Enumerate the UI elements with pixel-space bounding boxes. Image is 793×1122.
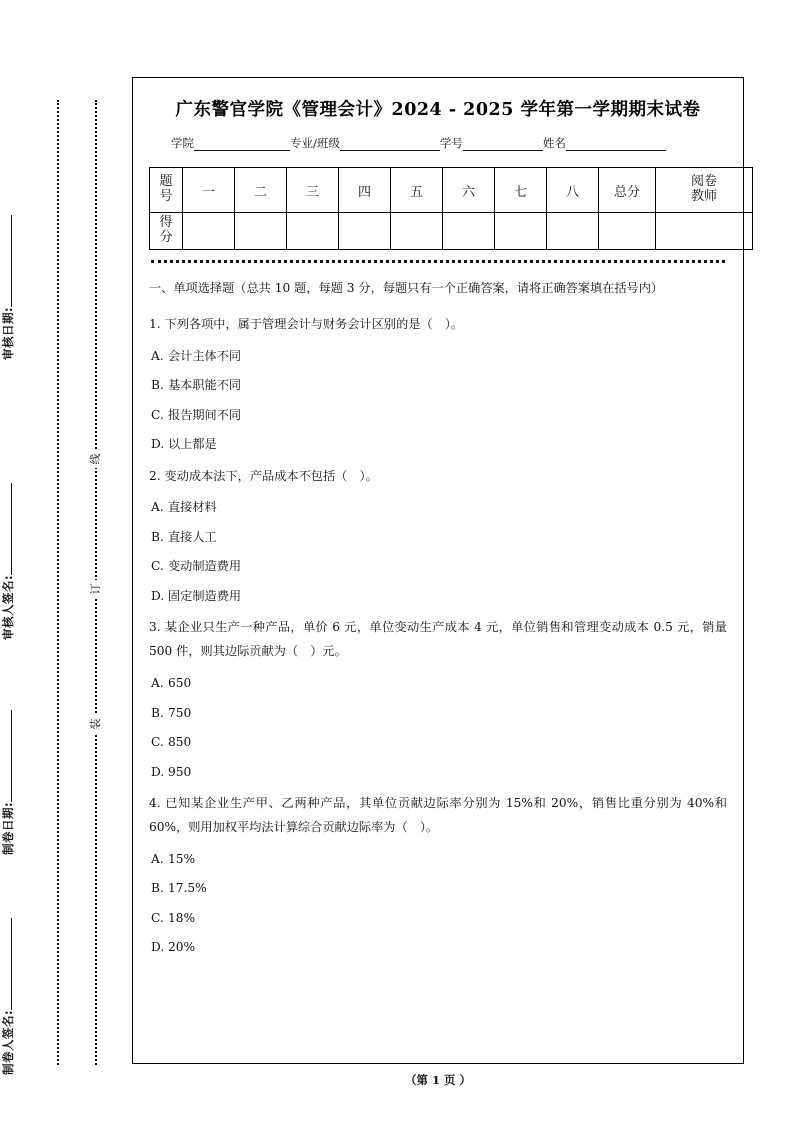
question-4-option-d[interactable] [149, 938, 727, 958]
score-cell-1[interactable] [183, 213, 235, 250]
question-4-option-d-key: D. [151, 940, 165, 955]
question-3-stem: 3. 某企业只生产一种产品，单价 6 元，单位变动生产成本 4 元，单位销售和管理变动成本 0.5 元，销量 500 件，则其边际贡献为（ ）元。 [149, 620, 727, 659]
question-1-option-c-text: 报告期间不同 [168, 407, 242, 422]
question-1-option-b-text: 基本职能不同 [168, 378, 242, 393]
question-1-option-b-key: B. [151, 378, 164, 393]
question-col-2: 二 [235, 168, 287, 213]
question-2-option-a-key: A. [151, 500, 164, 515]
student-name-field[interactable] [543, 135, 666, 151]
score-table-header-row [150, 168, 753, 213]
question-col-1: 一 [183, 168, 235, 213]
question-2-option-c-text: 变动制造费用 [168, 559, 242, 574]
paper-made-date-label [0, 645, 16, 855]
question-1-option-a-text: 会计主体不同 [168, 348, 242, 363]
paper-made-date-blank [0, 710, 12, 802]
reviewer-signature-label [0, 430, 16, 640]
row-label-question-no: 题 号 [150, 168, 183, 213]
score-cell-2[interactable] [235, 213, 287, 250]
question-3-option-c-text: 850 [168, 735, 192, 750]
paper-maker-signature-blank [0, 918, 12, 1010]
question-3-option-c[interactable] [149, 733, 727, 753]
question-2-option-d-text: 固定制造费用 [168, 588, 242, 603]
question-2-option-d[interactable] [149, 587, 727, 607]
question-2-option-a-text: 直接材料 [168, 500, 217, 515]
question-2-stem: 2. 变动成本法下，产品成本不包括（ ）。 [149, 468, 378, 483]
reviewer-signature-text: 审核人签名: [1, 574, 15, 640]
question-1-option-b[interactable] [149, 376, 727, 396]
student-name-label: 姓名 [542, 136, 566, 150]
page-title: 广东警官学院《管理会计》2024 - 2025 学年第一学期期末试卷 [175, 100, 701, 120]
reviewer-signature-blank [0, 483, 12, 575]
question-3 [149, 616, 727, 782]
student-id-label: 学号 [439, 136, 463, 150]
score-table [149, 167, 753, 250]
binding-mark-line: 线 [84, 450, 106, 468]
grader-header-line1: 阅卷 [690, 174, 717, 190]
question-4-option-d-text: 20% [168, 940, 196, 955]
question-1-option-a[interactable] [149, 347, 727, 367]
question-col-7: 七 [495, 168, 547, 213]
college-field[interactable] [171, 135, 290, 151]
question-3-option-d-text: 950 [168, 764, 192, 779]
grader-header [656, 168, 753, 213]
paper-maker-signature-label [0, 865, 16, 1075]
exam-paper-frame [132, 77, 744, 1064]
question-4-option-a-key: A. [151, 851, 164, 866]
question-3-option-a[interactable] [149, 674, 727, 694]
question-col-6: 六 [443, 168, 495, 213]
question-4-option-b-text: 17.5% [168, 881, 207, 896]
section-heading: 一、单项选择题（总共 10 题，每题 3 分，每题只有一个正确答案，请将正确答案填在括号内） [149, 281, 664, 295]
total-score-cell[interactable] [599, 213, 656, 250]
row-label-score: 得 分 [150, 213, 183, 250]
score-cell-5[interactable] [391, 213, 443, 250]
question-4-option-c[interactable] [149, 909, 727, 929]
score-cell-4[interactable] [339, 213, 391, 250]
grader-cell[interactable] [656, 213, 753, 250]
question-4-option-b[interactable] [149, 879, 727, 899]
score-cell-6[interactable] [443, 213, 495, 250]
college-label: 学院 [171, 136, 194, 150]
student-name-input[interactable] [566, 137, 666, 151]
question-1 [149, 313, 727, 455]
question-2-option-d-key: D. [151, 588, 165, 603]
question-col-4: 四 [339, 168, 391, 213]
question-col-5: 五 [391, 168, 443, 213]
review-date-blank [0, 215, 12, 307]
binding-mark-bind: 订 [84, 580, 106, 598]
question-2-option-c[interactable] [149, 557, 727, 577]
student-id-field[interactable] [440, 135, 543, 151]
question-2-option-a[interactable] [149, 498, 727, 518]
major-class-input[interactable] [340, 137, 440, 151]
question-4 [149, 792, 727, 958]
question-3-option-b-text: 750 [168, 705, 192, 720]
student-id-input[interactable] [463, 137, 543, 151]
question-3-option-b-key: B. [151, 705, 164, 720]
paper-made-date-text: 制卷日期: [1, 801, 15, 855]
major-class-label: 专业/班级 [290, 136, 340, 150]
question-3-option-d[interactable] [149, 763, 727, 783]
page-footer: （第 1 页 ） [404, 1073, 471, 1087]
question-col-8: 八 [547, 168, 599, 213]
major-class-field[interactable] [290, 135, 440, 151]
question-4-option-c-key: C. [151, 910, 164, 925]
review-date-label [0, 150, 16, 360]
question-2-option-b-text: 直接人工 [168, 529, 217, 544]
question-2-option-b[interactable] [149, 528, 727, 548]
section-divider [151, 260, 725, 263]
question-4-option-c-text: 18% [168, 910, 196, 925]
question-2-option-b-key: B. [151, 529, 164, 544]
question-1-option-d-key: D. [151, 437, 165, 452]
binding-margin-zone [0, 0, 132, 1122]
question-1-option-c-key: C. [151, 407, 164, 422]
question-4-option-b-key: B. [151, 881, 164, 896]
question-3-option-a-text: 650 [168, 676, 192, 691]
question-1-option-c[interactable] [149, 406, 727, 426]
grader-header-line2: 教师 [690, 189, 717, 204]
question-1-option-d[interactable] [149, 435, 727, 455]
question-4-stem: 4. 已知某企业生产甲、乙两种产品，其单位贡献边际率分别为 15%和 20%，销售比重分别为 40%和 60%，则用加权平均法计算综合贡献边际率为（ ）。 [149, 796, 727, 834]
student-info-line [149, 135, 727, 151]
question-2-option-c-key: C. [151, 559, 164, 574]
question-col-3: 三 [287, 168, 339, 213]
review-date-text: 审核日期: [1, 306, 15, 360]
question-4-option-a-text: 15% [168, 851, 196, 866]
question-3-option-a-key: A. [151, 676, 164, 691]
score-cell-3[interactable] [287, 213, 339, 250]
question-2 [149, 465, 727, 607]
question-4-option-a[interactable] [149, 850, 727, 870]
binding-dotted-line-inner [57, 100, 59, 1065]
question-3-option-b[interactable] [149, 704, 727, 724]
score-table-value-row [150, 213, 753, 250]
total-score-header: 总分 [599, 168, 656, 213]
question-3-option-d-key: D. [151, 764, 165, 779]
question-3-option-c-key: C. [151, 735, 164, 750]
binding-mark-pack: 装 [84, 715, 106, 733]
score-cell-7[interactable] [495, 213, 547, 250]
question-1-stem: 1. 下列各项中，属于管理会计与财务会计区别的是（ ）。 [149, 316, 464, 331]
college-input[interactable] [194, 137, 290, 151]
paper-maker-signature-text: 制卷人签名: [1, 1009, 15, 1075]
score-cell-8[interactable] [547, 213, 599, 250]
question-1-option-d-text: 以上都是 [168, 437, 217, 452]
question-1-option-a-key: A. [151, 348, 164, 363]
